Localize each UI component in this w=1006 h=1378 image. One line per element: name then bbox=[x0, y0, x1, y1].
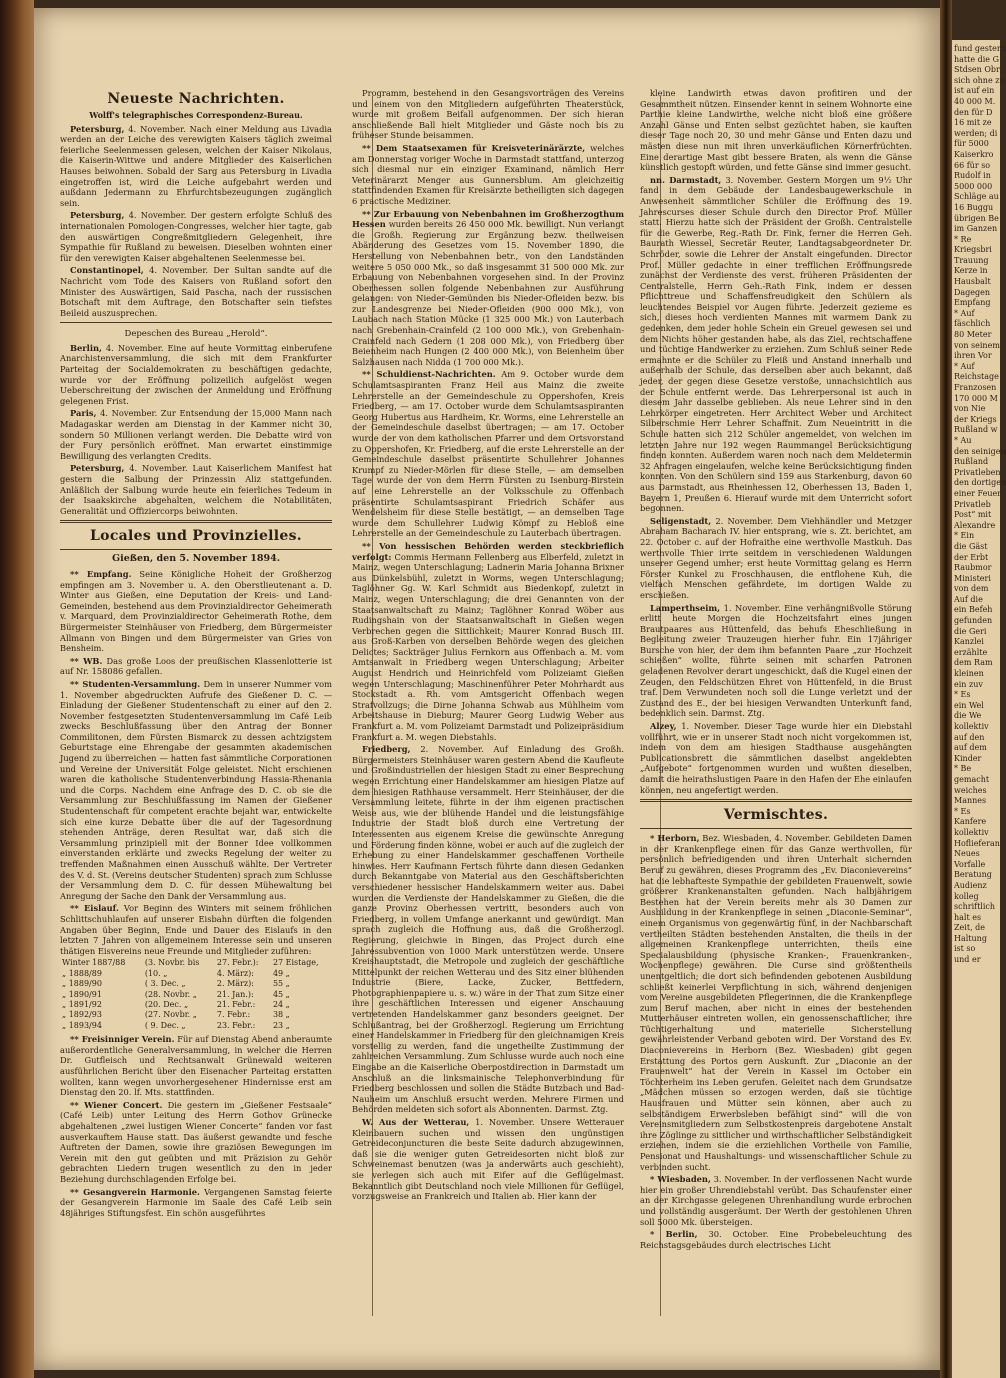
table-cell: 27 Eistage, bbox=[272, 958, 319, 968]
article-lead: ** Eislauf. bbox=[70, 903, 119, 914]
facing-page-line: Rudolf in bbox=[954, 171, 991, 181]
facing-page-line: den seinigen bbox=[954, 446, 1006, 456]
table-row bbox=[60, 979, 332, 989]
article-text: 4. November. Laut Kaiserlichem Manifest hat gestern die Salbung der Prinzessin Aliz stattgefunden. Anläßlich der Salbung wurde heute ein feierliches Tedeum in der Isaakskirche abgehalten, welchem die Notabilitäten, Generalität und Offiziercorps beiwohnten. bbox=[60, 463, 332, 516]
article-paragraph bbox=[60, 569, 332, 654]
article-lead: Paris, bbox=[70, 408, 97, 419]
article-text: Bez. Wiesbaden, 4. November. Gebildeten Damen in der Krankenpflege einen für das Ganze werthvollen, für persönlich befriedigenden und ihren Unterhalt sichernden Beruf zu gewähren, dieses Programm des „Ev. Diaconievereins“ hat die lebhafteste Sympathie der gebildeten Frauenwelt, sowie größerer Krankenanstalten gefunden. Nach halbjährigem Bestehen hat der Verein bereits mehr als 30 Damen zur Ausbildung in der Krankenpflege in seinen „Diaconie-Seminar“, einem Organismus von gegenwärtig fünf, in der Nachbarschaft vertheilten Städten bestehenden Anstalten, die theils in der allgemeinen Krankenpflege unterrichten, theils eine Specialausbildung (physische Kranken-, Frauenkranken-, Wochenpflege) gewähren. Die Curse sind größtentheils unentgeltlich; die dort sich befindenden gebotenen Ausbildung schließt keinerlei Verpflichtung in sich, während denjenigen vom Vereine ausgebildeten Pflegerinnen, die die Krankenpflege zum Beruf machen, aber nicht in eines der bestehenden Mutterhäuser eintreten wollen, ein genossenschaftlicher, ihre Tüchtigerhaltung und materielle Sicherstellung gewährleistender Verband geboten wird. Der Vorstand des Ev. Diaconievereins in Herborn (Bez. Wiesbaden) gibt gegen Erstattung des Portos gern Auskunft. Zur „Diaconie an der Frauenwelt“ hat der Verein in Kassel im October ein Töchterheim ins Leben gerufen. Geleitet nach dem Grundsatze „Mädchen müssen so erzogen werden, daß sie tüchtige Hausfrauen und Mütter sein können, aber auch zu selbständigem Erwerbsleben befähigt sind“ will die von Vereinsmitgliedern zum Selbstkostenpreis dargebotene Anstalt ihre Zöglinge zu sittlicher und wirthschaftlicher Selbständigkeit erziehen, indem sie die erziehlichen Vortheile von Familie, Pensionat und Haushaltungs- und wissenschaftlicher Schule zu verbinden sucht. bbox=[640, 833, 912, 1172]
article-lead: * Wiesbaden, bbox=[650, 1174, 711, 1185]
facing-page-line: ein Wel bbox=[954, 700, 984, 710]
facing-page-line: auf dem bbox=[954, 743, 987, 753]
article-paragraph bbox=[60, 210, 332, 263]
facing-page-line: Kinder bbox=[954, 753, 982, 763]
facing-page-line: 170 000 M bbox=[954, 393, 998, 403]
article-text: 1. November. Unsere Wetterauer Kleinbauern suchen und wissen den ungünstigen Getreideconjuncturen die beste Seite dadurch abzugewinnen, daß sie die weniger guten Getreidesorten nicht bloß zur Schweinemast benutzen (was ja anderwärts auch geschieht), sie verlegen sich auch mit Eifer auf die Geflügelmast. Bekanntlich gibt Deutschland noch viele Millionen für Geflügel, vorzugsweise an Frankreich und Italien ab. Hier kann der bbox=[352, 1117, 624, 1202]
section-heading-misc: Vermischtes. bbox=[723, 807, 829, 824]
column-2 bbox=[352, 88, 624, 1288]
facing-page-line: * Auf bbox=[954, 361, 975, 371]
facing-page-line: Stdsen Obr bbox=[954, 65, 1000, 75]
wire-service-subheading: Wolff's telegraphisches Correspondenz-Bureau. bbox=[89, 110, 303, 120]
facing-page-line: Mannes bbox=[954, 796, 987, 806]
facing-page-line: Privatleb bbox=[954, 499, 991, 509]
article-paragraph bbox=[640, 516, 912, 601]
article-paragraph bbox=[60, 903, 332, 956]
facing-page-line: 16 mit ze bbox=[954, 118, 992, 128]
table-cell: (3. Novbr. bis bbox=[144, 958, 200, 968]
table-cell: 7. Febr.: bbox=[216, 1010, 251, 1020]
article-text: Dem in unserer Nummer vom 1. November abgedruckten Aufrufe des Gießener D. C. — Einladung der Gießener Studentenschaft zu einer auf den 2. November festgesetzten Studentenversammlung im Café Leib zwecks Beschlußfassung über den Antrag der Bonner Commilitonen, dem Fürsten Bismarck zu dessen achtzigstem Geburtstage eine Ehrengabe der gesammten akademischen Jugend zu überreichen — hatten fast sämmtliche Corporationen und Vereine der Universität Folge geleistet. Nicht erschienen waren die katholische Studentenverbindung Hassia-Rhenania und die Corps. Nachdem eine Anfrage des D. C. ob sie die Versammlung zur Beschlußfassung im Namen der Gießener Studentenschaft für competent erachte bejaht war, entwickelte sich eine kurze Debatte über die auf der Tagesordnung stehenden Anträge, deren Resultat war, daß sich die Versammlung prinzipiell mit der Bonner Idee vollkommen einverstanden erklärte und zwecks Regelung der weiter zu treffenden Maßnahmen einen Ausschuß wählte. Der Vertreter des V. d. St. (Vereins deutscher Studenten) sprach zum Schlusse der Versammlung dem D. C. für dessen Mühewaltung bei Anregung der Sache den Dank der Versammlung aus. bbox=[60, 678, 333, 901]
facing-page-line: Empfang bbox=[954, 298, 991, 308]
news-articles bbox=[60, 124, 332, 319]
article-paragraph bbox=[352, 541, 624, 742]
facing-page-line: kollektiv bbox=[954, 827, 989, 837]
article-text: 4. November. Zur Entsendung der 15,000 Mann nach Madagaskar werden am Dienstag in der Kammer nicht 30, sondern 50 Millionen verlangt werden. Die Debatte wird von der Fury persönlich eröffnet. Man erwartet einstimmige Bewilligung des verlangten Credits. bbox=[60, 408, 332, 461]
book-spine bbox=[0, 0, 34, 1378]
article-lead: ** Zur Erbauung von Nebenbahnen im Großherzogthum Hessen bbox=[352, 208, 624, 230]
facing-page-line: Zeit, de bbox=[954, 923, 986, 933]
article-text: Das große Loos der preußischen Klassenlotterie ist auf Nr. 158086 gefallen. bbox=[60, 655, 332, 677]
table-cell: 38 „ bbox=[272, 1010, 290, 1020]
facing-page-line: von Nie bbox=[954, 404, 986, 414]
misc-articles bbox=[640, 833, 912, 1250]
facing-page-line: ein zuv bbox=[954, 679, 983, 689]
facing-page-line: Kerze in bbox=[954, 266, 988, 276]
article-text: 30. October. Eine Probebeleuchtung des Reichstagsgebäudes durch electrisches Licht bbox=[640, 1229, 912, 1250]
article-text: 4. November. Der Sultan sandte auf die Nachricht vom Tode des Kaisers von Rußland sofort den Minister des Auswärtigen, Said Pascha, nach der russischen Botschaft mit dem Auftrage, den Botschafter sein tiefstes Beileid auszusprechen. bbox=[60, 265, 332, 318]
article-text: Seine Königliche Hoheit der Großherzog empfingen am 3. November u. A. den Oberstlieutenant a. D. Winter aus Gießen, eine Deputation der Kreis- und Land-Gemeinden, bestehend aus dem Provinzialdirector Geheimerath v. Marquard, dem Provinzialdirector Geheimerath Rothe, dem Bürgermeister Steinhäuser von Friedberg, dem Bürgermeister Allmann von Bingen und dem Bürgermeister van Gries von Bensheim. bbox=[60, 568, 332, 654]
table-row bbox=[60, 990, 332, 1000]
facing-page-line: die We bbox=[954, 711, 982, 721]
article-text: 4. November. Nach einer Meldung aus Livadia werden an der Leiche des verewigten Kaisers täglich zweimal feierliche Seelenmessen gelesen, welchen der Kaiser Nikolaus, die Kaiserin-Wittwe und andere Mitglieder des Kaiserlichen Hauses beiwohnen. Sobald der Sarg aus Petersburg in Livadia eingetroffen ist, wird die Leiche aufgebahrt werden und außdann Jedermann zu Ehrfurchtsbezeugungen zugänglich sein. bbox=[60, 123, 332, 208]
facing-page-line: Raubmor bbox=[954, 563, 992, 573]
article-text: 2. November. Auf Einladung des Großh. Bürgermeisters Steinhäuser waren gestern Abend die Kaufleute und Großindustriellen der hiesigen Stadt zu einer Besprechung wegen Errichtung einer Handelskammer am hiesigen Platze auf dem hiesigen Rathhause versammelt. Herr Steinhäuser, der die Versammlung leitete, führte in der ihm eigenen practischen Weise aus, wie der blühende Handel und die leistungsfähige Industrie der Stadt bloß durch eine Vertretung der Interessenten aus eigenem Kreise die gewünschte Anregung und Förderung finden könne, wobei er auch auf die zugleich der Erhebung zu einer Handelskammer geschaffenen Vortheile hinwies. Herr Kaufmann Fertsch führte dann diesen Gedanken durch Bekanntgabe von Material aus den Geschäftsberichten verschiedener hessischer Handelskammern weiter aus. Dabei wurden die Verdienste der Handelskammer zu Gießen, die die ganze Provinz Oberhessen vertritt, besonders auch von Friedberg, in vollem Umfange anerkannt und gewürdigt. Man sprach zugleich die Hoffnung aus, daß die Großherzogl. Regierung, gleichwie in Bingen, das Project durch eine Jahressubvention von 1000 Mark unterstützen werde. Unsere Kreishauptstadt, die Metropole und zugleich der geschäftliche Mittelpunkt der reichen Wetterau und des Sitz einer blühenden Industrie (Biere, Lacke, Zucker, Bettfedern, Photographienpapiere u. s. w.) wäre in der That zum Sitze einer ihre geschäftlichen Interessen und eigener Anschauung vertretenden Handelskammer ganz besonders geeignet. Der Schlußantrag, bei der Großherzogl. Regierung um Errichtung einer Handelskammer in Friedberg für den gleichnamigen Kreis vorstellig zu werden, fand die ungetheilte Zustimmung der zahlreichen Versammlung. Zum Schlusse wurde auch noch eine Eingabe an die Kaiserliche Oberpostdirection in Darmstadt um Anschluß an die linksmainische Telephonverbindung für Friedberg beschlossen und sollen die Städte Butzbach und Bad-Nauheim um Anschluß ersucht werden. Mehrere Firmen und Behörden meldeten sich sofort als Abonnenten. Darmst. Ztg. bbox=[352, 744, 624, 1115]
facing-page-line: erzählte bbox=[954, 647, 988, 657]
article-text: 4. November. Der gestern erfolgte Schluß des internationalen Pomologen-Congresses, welcher hier tagte, gab den auswärtigen Congreßmitgliedern Gelegenheit, ihre Sympathie für Rußland zu beweisen. Dieselben wohnten einer für den verewigten Kaiser abgehaltenen Seelenmesse bei. bbox=[60, 210, 332, 263]
facing-page-line: auf den bbox=[954, 732, 985, 742]
article-lead: nn. Darmstadt, bbox=[650, 174, 722, 185]
facing-page-line: Kriegsbri bbox=[954, 245, 992, 255]
herold-articles bbox=[60, 343, 332, 517]
facing-page-line: fäschlich bbox=[954, 319, 991, 329]
article-lead: Petersburg, bbox=[70, 463, 125, 474]
article-text: wurden bereits 26 450 000 Mk. bewilligt. Nun verlangt die Großh. Regierung zur Ergänzung bezw. theilweisen Abänderung des Gesetzes vom 15. November 1890, die Herstellung von Nebenbahnen betr., von den Landständen weitere 5 050 000 Mk., so daß insgesammt 31 500 000 Mk. zur Erbauung von Nebenbahnen vorgesehen sind. In der Provinz Oberhessen sollen folgende Nebenbahnen zur Ausführung gelangen: von Nieder-Gemünden bis Nieder-Ofleiden bezw. bis zur Landesgrenze bei Nieder-Ofleiden (900 000 Mk.), von Laubach nach Station Mücke (1 325 000 Mk.) von Lauterbach nach Grebenhain-Crainfeld (2 100 000 Mk.), von Grebenhain-Crainfeld nach Gedern (1 208 000 Mk.), von Friedberg über Beienheim nach Hungen (2 400 000 Mk.), von Beienheim über Salzhausen nach Nidda (1 700 000 Mk.). bbox=[352, 219, 624, 367]
article-text: Vergangenen Samstag feierte der Gesangverein Harmonie im Saale des Café Leib sein 48jähriges Stiftungsfest. Ein schön ausgeführtes bbox=[60, 1186, 332, 1218]
facing-page-line: den für D bbox=[954, 107, 993, 117]
facing-page-line: ist so bbox=[954, 944, 976, 954]
facing-page-line: Franzosen bbox=[954, 383, 997, 392]
local-articles bbox=[60, 569, 332, 956]
article-lead: Constantinopel, bbox=[70, 265, 144, 276]
facing-page-line: * Ein bbox=[954, 531, 975, 541]
article-text: Programm, bestehend in den Gesangsvorträgen des Vereins und einem von den Mitgliedern aufgeführten Theaterstück, wurde mit großem Beifall aufgenommen. Der sich hieran anschließende Ball hielt Mitglieder und Gäste noch bis zu früheser Stunde beisammen. bbox=[352, 88, 624, 141]
facing-page-line: der Kriegs bbox=[954, 414, 997, 424]
article-lead: Berlin, bbox=[70, 342, 102, 353]
facing-page-line: Rußland w bbox=[954, 425, 998, 435]
article-lead: * Herborn, bbox=[650, 833, 700, 844]
facing-page-line: * Au bbox=[954, 435, 972, 445]
article-paragraph bbox=[60, 1034, 332, 1098]
facing-page-line: Trauung bbox=[954, 255, 989, 265]
herold-subheading: Depeschen des Bureau „Herold“. bbox=[124, 329, 268, 340]
column-1 bbox=[60, 88, 332, 1288]
article-paragraph bbox=[60, 265, 332, 318]
facing-page-line: Kanfere bbox=[954, 817, 987, 827]
section-heading-local: Locales und Provinzielles. bbox=[90, 528, 302, 545]
facing-page-line: Neues bbox=[954, 849, 980, 859]
facing-page-line: * Be bbox=[954, 764, 972, 774]
table-cell: „ 1891/92 bbox=[62, 999, 102, 1009]
facing-page-line: hatte die G bbox=[954, 54, 999, 64]
article-lead: W. Aus der Wetterau, bbox=[362, 1117, 470, 1127]
facing-page-line: für 5000 bbox=[954, 139, 989, 149]
facing-page-line: und er bbox=[954, 955, 981, 965]
article-paragraph bbox=[60, 343, 332, 407]
facing-page-line: Beratung bbox=[954, 870, 992, 880]
article-lead: ** Wiener Concert. bbox=[70, 1099, 163, 1110]
article-text: 1. November. Dieser Tage wurde hier ein Diebstahl vollführt, wie er in unserer Stadt noch nicht vorgekommen ist, indem von dem am hiesigen Stadthause ausgehängten Publicationsbrett die sämmtlichen daselbst angeklebten „Aufgebote“ fortgenommen wurden und wußten dieselben, damit die heirathslustigen Paare in den Hafen der Ehe einlaufen können, neu angefertigt werden. bbox=[640, 721, 913, 795]
table-cell: 55 „ bbox=[272, 979, 290, 989]
facing-page-line: von seinem bbox=[954, 340, 1000, 350]
article-lead: ** Schuldienst-Nachrichten. bbox=[362, 369, 496, 380]
table-cell: (27. Novbr. „ bbox=[144, 1010, 197, 1020]
article-lead: ** Studenten-Versammlung. bbox=[70, 678, 201, 689]
facing-page-line: ein Befeh bbox=[954, 605, 993, 615]
article-paragraph bbox=[60, 408, 332, 461]
article-lead: Friedberg, bbox=[362, 744, 411, 755]
divider bbox=[640, 799, 912, 802]
facing-page-line: im Ganzen bbox=[954, 224, 998, 234]
table-cell: „ 1893/94 bbox=[62, 1020, 102, 1030]
table-cell: „ 1890/91 bbox=[62, 989, 102, 999]
facing-page-line: Hausbalt bbox=[954, 277, 991, 287]
facing-page-line: gefunden bbox=[954, 616, 993, 626]
article-text: welches am Donnerstag voriger Woche in Darmstadt stattfand, unterzog sich diesmal nur ein einziger Examinand, nämlich Herr Veterinärarzt Menger aus Gunnersblum. Am gleichzeitig stattfindenden Examen für Kreisärzte betheiligten sich dagegen 6 practische Mediziner. bbox=[352, 142, 624, 206]
divider bbox=[60, 322, 332, 323]
article-lead: Alzey, bbox=[650, 721, 677, 732]
facing-page-text bbox=[952, 40, 1006, 966]
facing-page-line: Dagegen bbox=[954, 287, 991, 297]
table-cell: ( 3. Dec. „ bbox=[144, 979, 186, 989]
facing-page-line: kollektiv bbox=[954, 722, 989, 731]
article-paragraph bbox=[640, 175, 912, 514]
facing-page-line: weiches bbox=[954, 785, 987, 795]
article-lead: ** Von hessischen Behörden werden steckbrieflich verfolgt: bbox=[352, 540, 624, 562]
facing-page-line: Vorfalle bbox=[954, 859, 986, 869]
facing-page-line: 80 Meter bbox=[954, 330, 992, 340]
article-lead: Lamperthseim, bbox=[650, 602, 721, 613]
table-cell: „ 1889/90 bbox=[62, 979, 102, 989]
facing-page-line: fund gestern bbox=[954, 44, 1006, 53]
article-text: Commis Hermann Fellenberg aus Elberfeld, zuletzt in Mainz, wegen Unterschlagung; Ladnerin Maria Johanna Brixner aus Dünkelsbühl, zuletzt in Worms, wegen Unterschlagung; Taglöhner Gg. W. Karl Schmidt aus Biedenkopf, zuletzt in Mainz, wegen Unterschlagung; die drei Genannten von der Staatsanwaltschaft zu Mainz; Taglöhner Konrad Wöber aus Rudingshain von der Staatsanwaltschaft in Gießen wegen Verbrechen gegen die Sittlichkeit; Maurer Konrad Busch III. aus Groß-Karben von derselben Behörde wegen des gleichen Delictes; Sackträger Julius Fernkorn aus Offenbach a. M. vom Amtsanwalt in Friedberg wegen Unterschlagung; Arbeiter August Hendrich und Heinrichfeld vom Polizeiamt Gießen wegen Unterschlagung; Maschinenführer Peter Mohrhardt aus Stockstadt a. Rh. vom Amtsgericht Offenbach wegen Strafvollzugs; die Dirne Johanna Schwab aus Mühlheim vom Arbeitshause in Dieburg; Maurer Georg Ludwig Weber aus Frankfurt a. M. vom Polizeiamt Darmstadt und Polizeipräsidium Frankfurt a. M. wegen Diebstahls. bbox=[352, 551, 624, 742]
divider bbox=[60, 520, 332, 523]
article-text: 3. November. Gestern Morgen um 9½ Uhr fand in dem Gebäude der Landesbaugewerkschule in Anwesenheit sämmtlicher Schüler die Eröffnung des 19. Jahrescurses dieser Schule durch den Director Prof. Müller statt. Hierzu hatte sich der Präsident der Großh. Centralstelle für die Gewerbe, Reg.-Rath Dr. Fink, ferner die Herren Geh. Baurath Wiessel, Secretär Reuter, Landtagsabgeordneter Dr. Schröder, sowie die Lehrer der Anstalt eingefunden. Director Prof. Müller gedachte in einer trefflichen Eröffnungsrede zunächst der Verdienste des verst. früheren Präsidenten der Centralstelle, Herrn Geh.-Rath Fink, indem er dessen Pflichttreue und Schaffensfreudigkeit den Schülern als leuchtendes Beispiel vor Augen führte. Jederzeit gezieme es sich, dieses hoch verdienten Mannes mit warmem Dank zu gedenken, dem jeder hohle Schein ein Greuel gewesen sei und dem Nichts höher gestanden habe, als das Ziel, rechtschaffene und tüchtige Handwerker zu erziehen. Zum Schluß seiner Rede ermahnte er die Schüler zu Fleiß und Anstand innerhalb und außerhalb der Schule, das derselben aber auch bekannt, daß jeder, der gegen diese Gesetze verstoße, unnachsichtlich aus der Schule entfernt werde. Das Lehrerpersonal ist auch in diesem Jahr dasselbe geblieben. Als neue Lehrer sind in den Lehrkörper eingetreten. Herr Architect Weber und Architect Silberschmie Herr Lehrer Schaffnit. Zum Neueintritt in die Schule hatten sich 212 Schüler angemeldet, von welchen im letzten Jahre nur 192 wegen Raummangel Berücksichtigung finden konnten. Außerdem waren noch nach dem Meldetermin 32 Anfragen eingelaufen, welche keine Berücksichtigung finden konnten. Von den Schülern sind 159 aus Starkenburg, davon 60 aus Darmstadt, aus Rheinhessen 12, Oberhessen 13, Baden 1, Bayern 1, Preußen 6. Hierauf wurde mit dem Unterricht sofort begonnen. bbox=[640, 174, 913, 514]
facing-page-line: einer Feuer bbox=[954, 488, 1002, 498]
article-text: Für auf Dienstag Abend anberaumte außerordentliche Generalversammlung, in welcher die Herren Dr. Gutfleisch und Rechtsanwalt Grünewald weiteren ausführlichen Bericht über den Eisenacher Parteitag erstatten wollten, kann wegen unvorhergesehener Hindernisse erst am Dienstag den 20. lf. Mts. stattfinden. bbox=[60, 1034, 332, 1098]
table-cell: 24 „ bbox=[272, 999, 290, 1009]
table-cell: „ 1892/93 bbox=[62, 1010, 102, 1020]
facing-page-line: Auf die bbox=[954, 594, 983, 604]
article-paragraph bbox=[640, 833, 912, 1172]
article-text: Vor Beginn des Winters mit seinem fröhlichen Schlittschuhlaufen auf unserer Eisbahn dürften die folgenden Angaben über Beginn, Ende und Dauer des Eislaufs in den letzten 7 Jahren von allgemeinem Interesse sein und unseren thätigen Eisvereins neue Freunde und Mitglieder zuführen: bbox=[60, 903, 332, 956]
article-lead: Seligenstadt, bbox=[650, 515, 712, 526]
article-text: 4. November. Eine auf heute Vormittag einberufene Anarchistenversammlung, die sich mit dem Frankfurter Parteitag der Socialdemokraten zu beschäftigen gedachte, wurde vor der Eröffnung polizeilich aufgelöst wegen Ueberschreitung der zwischen der Anmeldung und Eröffnung gelegenen Frist. bbox=[60, 342, 332, 406]
table-cell: 2. März): bbox=[216, 979, 254, 989]
facing-page-line: die Geri bbox=[954, 626, 987, 636]
article-paragraph bbox=[60, 124, 332, 209]
article-lead: ** Dem Staatsexamen für Kreisveterinärärzte, bbox=[362, 142, 586, 153]
article-lead: ** Freisinniger Verein. bbox=[70, 1034, 175, 1045]
table-cell: 49 „ bbox=[272, 968, 290, 978]
article-paragraph bbox=[640, 1174, 912, 1227]
table-row bbox=[60, 1000, 332, 1010]
article-lead: ** WB. bbox=[70, 655, 103, 666]
column-3 bbox=[640, 88, 912, 1288]
table-cell: „ 1888/89 bbox=[62, 968, 102, 978]
article-paragraph bbox=[352, 1117, 624, 1202]
local-articles-4 bbox=[640, 88, 912, 795]
facing-page-line: * Re bbox=[954, 234, 972, 244]
table-cell: 45 „ bbox=[272, 989, 290, 999]
article-lead: * Berlin, bbox=[650, 1229, 698, 1240]
facing-page-line: * Auf bbox=[954, 308, 975, 318]
facing-page-line: kleinen bbox=[954, 669, 984, 679]
facing-page-line: Haltung bbox=[954, 933, 987, 943]
facing-page-line: Ministeri bbox=[954, 573, 991, 583]
article-lead: ** Gesangverein Harmonie. bbox=[70, 1186, 200, 1197]
facing-page-line: schriftlich bbox=[954, 902, 996, 912]
table-row bbox=[60, 1010, 332, 1020]
table-cell: (20. Dec. „ bbox=[144, 999, 189, 1009]
table-cell: 27. Febr.): bbox=[216, 958, 259, 968]
article-paragraph bbox=[60, 463, 332, 516]
facing-page-line: Reichstage bbox=[954, 372, 999, 382]
table-cell: 4. März): bbox=[216, 968, 254, 978]
facing-page-line: dem Ram bbox=[954, 658, 993, 668]
table-row bbox=[60, 969, 332, 979]
facing-page-line: den dortigen bbox=[954, 478, 1006, 488]
facing-page-line: Schläge au bbox=[954, 192, 999, 202]
local-articles-2 bbox=[60, 1034, 332, 1218]
article-paragraph bbox=[640, 603, 912, 720]
table-cell: 23 „ bbox=[272, 1020, 290, 1030]
table-cell: 21. Jan.): bbox=[216, 989, 254, 999]
article-paragraph bbox=[640, 721, 912, 795]
facing-page-line: * Es bbox=[954, 690, 971, 700]
article-text: 1. November. Eine verhängnißvolle Störung erlitt heute Morgen die Hochzeitsfahrt eines jungen Brautpaares aus Hüttenfeld, das behufs Eheschließung in Begleitung zweier Trauzeugen hierher fuhr. Ein 17jähriger Bursche von hier, der dem ihm befannten Paare „zur Hochzeit schießen“ wollte, führte seinen mit scharfen Patronen geladenen Revolver derart ungeschickt, daß die Kugel einen der Zeugen, den Feldschützen Ehret von Hüttenfeld, in die Brust traf. Dem Verwundeten noch soll die Lunge verletzt und der Zustand des E., der bei hiesigen Verwandten Unterkunft fand, bedenklich sein. Darmst. Ztg. bbox=[640, 602, 912, 719]
article-text: kleine Landwirth etwas davon profitiren und der Gesammtheit nützen. Einsender kennt in seinem Wohnorte eine Parthie kleine Landwirthe, welche nicht bloß eine größere Anzahl Gänse und Enten selbst gezüchtet haben, sie kauften dieser Tage noch 20, 30 und mehr Gänse und Enten dazu und mästen diese nun mit ihren unverkäuflichen Körnerfrüchten. Eine derartige Mast gibt bessere Braten, als wenn die Gänse künstlich gestopft würden, und fette Gänse sind immer gesucht. bbox=[640, 88, 912, 173]
article-text: 2. November. Dem Viehhändler und Metzger Abraham Bacharach IV. hier entsprang, wie s. Zt. berichtet, am 22. October c. auf der Hofraithe eine werthvolle Mastkuh. Das werthvolle Thier irrte seitdem in verschiedenen Waldungen unserer Gegend umher; erst heute Vormittag gelang es Herrn Förster Kunkel zu Froschhausen, die entflohene Kuh, die vielfach Menschen gefährdete, im dortigen Walde zu erschießen. bbox=[640, 515, 912, 600]
divider bbox=[640, 828, 912, 829]
article-text: Am 9. October wurde dem Schulamtsaspiranten Franz Heil aus Mainz die zweite Lehrerstelle an der Gemeindeschule zu Oppershofen, Kreis Friedberg, — am 17. October wurde dem Schulamtsaspiranten Georg Hubertus aus Hardheim, Kr. Worms, eine Lehrerstelle an der Gemeindeschule daselbst übertragen; — am 17. October wurde der von dem katholischen Pfarrer und dem Ortsvorstand zu Oppershofen, Kr. Friedberg, auf die erste Lehrerstelle an der Gemeindeschule daselbst präsentirte Schullehrer Johannes Krumpf zu Nieder-Mörlen für diese Stelle, — am demselben Tage wurde der von dem Herrn Fürsten zu Isenburg-Birstein auf eine Lehrerstelle an der Volksschule zu Offenbach präsentirte Schulamtsaspirant Friedrich Schäfer aus Wendelsheim für diese Stelle bestätigt, — an demselben Tage wurde dem Schullehrer Ludwig Kömpf zu Hebloß eine Lehrerstelle an der Gemeindeschule zu Lauterbach übertragen. bbox=[352, 369, 624, 539]
facing-page-line: 16 Buggu bbox=[954, 202, 994, 212]
article-lead: Petersburg, bbox=[70, 123, 125, 134]
article-text: Die gestern im „Gießener Festsaale“ (Café Leib) unter Leitung des Herrn Gothov Grünecke abgehaltenen „zwei lustigen Wiener Concerte“ fanden vor fast ausverkauftem Hause statt. Das äußerst gewandte und fesche Auftreten der Damen, sowie ihre graziösen Bewegungen im Verein mit den gut geübten und mit Präzision zu Gehör gebrachten Liedern trugen wesentlich zu den in jeder Beziehung durchschlagenden Erfolge bei. bbox=[60, 1099, 332, 1184]
table-cell: ( 9. Dec. „ bbox=[144, 1020, 186, 1030]
facing-page-line: gemacht bbox=[954, 774, 990, 784]
article-paragraph bbox=[60, 679, 332, 901]
article-paragraph bbox=[60, 1100, 332, 1185]
article-paragraph bbox=[352, 744, 624, 1115]
divider bbox=[60, 549, 332, 550]
article-paragraph bbox=[352, 369, 624, 539]
article-paragraph bbox=[640, 1229, 912, 1250]
table-cell: 21. Febr.: bbox=[216, 999, 256, 1009]
facing-page-line: * Es bbox=[954, 806, 971, 816]
facing-page-line: die Gäst bbox=[954, 541, 988, 551]
table-row bbox=[60, 958, 332, 968]
article-paragraph bbox=[352, 209, 624, 368]
facing-page-line: ist auf ein bbox=[954, 86, 995, 96]
article-lead: ** Empfang. bbox=[70, 568, 132, 579]
facing-page-edge bbox=[952, 40, 1006, 1378]
article-lead: Petersburg, bbox=[70, 210, 125, 221]
facing-page-line: halt es bbox=[954, 912, 982, 922]
facing-page-line: Audienz bbox=[954, 880, 987, 890]
article-paragraph bbox=[352, 143, 624, 207]
table-row bbox=[60, 1021, 332, 1031]
facing-page-line: ihren Vor bbox=[954, 351, 992, 361]
facing-page-line: Alexandre bbox=[954, 520, 996, 530]
article-paragraph bbox=[60, 656, 332, 677]
book-gutter bbox=[940, 0, 952, 1378]
facing-page-line: Privatleben bbox=[954, 467, 1001, 477]
facing-page-line: übrigen Be bbox=[954, 213, 999, 223]
facing-page-line: Kanzlei bbox=[954, 637, 984, 647]
facing-page-line: Post“ mit bbox=[954, 510, 992, 520]
facing-page-line: Kaiserkro bbox=[954, 149, 994, 159]
facing-page-line: der Erbt bbox=[954, 552, 989, 562]
section-heading-news: Neueste Nachrichten. bbox=[107, 91, 285, 107]
facing-page-line: Rußland bbox=[954, 457, 989, 467]
table-cell: 23. Febr.: bbox=[216, 1020, 256, 1030]
facing-page-line: Hoflieferan bbox=[954, 838, 1000, 848]
article-paragraph bbox=[60, 1187, 332, 1219]
table-cell: (10. „ bbox=[144, 968, 168, 978]
article-paragraph bbox=[352, 88, 624, 141]
facing-page-line: kolleg bbox=[954, 891, 979, 901]
facing-page-line: sich ohne zu bbox=[954, 75, 1005, 85]
facing-page-line: 66 für so bbox=[954, 160, 991, 170]
facing-page-line: von dem bbox=[954, 584, 989, 594]
article-paragraph bbox=[640, 88, 912, 173]
table-cell: (28. Novbr. „ bbox=[144, 989, 197, 999]
facing-page-line: 40 000 M. bbox=[954, 96, 996, 106]
facing-page-line: 5000 000 bbox=[954, 181, 993, 191]
table-cell: Winter 1887/88 bbox=[62, 958, 126, 968]
facing-page-line: werden; di bbox=[954, 128, 998, 138]
ice-skating-table bbox=[60, 958, 332, 1031]
local-articles-3 bbox=[352, 88, 624, 1202]
dateline: Gießen, den 5. November 1894. bbox=[111, 553, 281, 565]
article-text: 3. November. In der verflossenen Nacht wurde hier ein großer Uhrendiebstahl verübt. Das Schaufenster einer an der Kirchgasse gelegenen Uhrenhandlung wurde erbrochen und vollständig ausgeräumt. Der Werth der gestohlenen Uhren soll 5000 Mk. übersteigen. bbox=[640, 1174, 912, 1227]
